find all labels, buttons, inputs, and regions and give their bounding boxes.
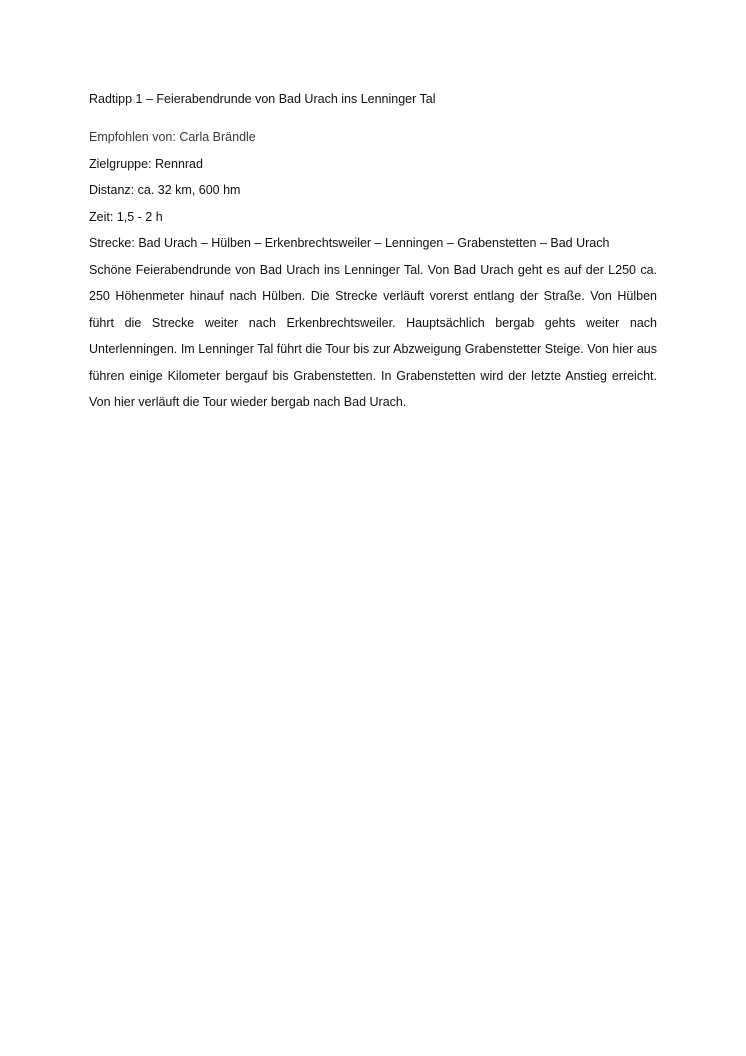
document-title: Radtipp 1 – Feierabendrunde von Bad Urach ins Lenninger Tal — [89, 92, 436, 106]
document-page — [89, 89, 657, 416]
time: Zeit: 1,5 - 2 h — [89, 209, 163, 224]
target-group: Zielgruppe: Rennrad — [89, 156, 203, 171]
route-description: Schöne Feierabendrunde von Bad Urach ins Lenninger Tal. Von Bad Urach geht es auf der L250 ca. 250 Höhenmeter hinauf nach Hülben. Die Strecke verläuft vorerst entlang der Straße. Von Hülben führt die Strecke weiter nach Erkenbrechtsweiler. Hauptsächlich bergab gehts weiter nach Unterlenningen. Im Lenninger Tal führt die Tour bis zur Abzweigung Grabenstetter Steige. Von hier aus führen einige Kilometer bergauf bis Grabenstetten. In Grabenstetten wird der letzte Anstieg erreicht. Von hier verläuft die Tour wieder bergab nach Bad Urach. — [89, 262, 657, 409]
distance: Distanz: ca. 32 km, 600 hm — [89, 183, 241, 197]
recommended-by: Empfohlen von: Carla Brändle — [89, 130, 256, 144]
route: Strecke: Bad Urach – Hülben – Erkenbrechtsweiler – Lenningen – Grabenstetten – Bad Urach — [89, 236, 610, 250]
